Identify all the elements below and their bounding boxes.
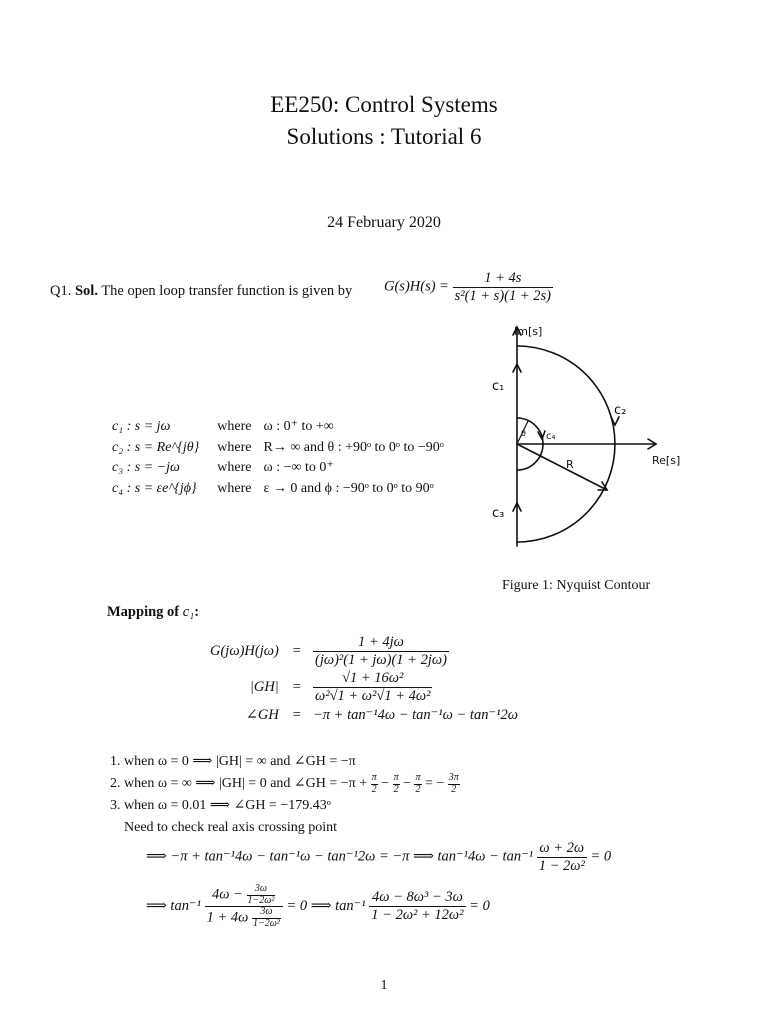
eq1-fraction xyxy=(313,634,449,668)
nested-den-text: 1 + 4ω xyxy=(206,909,249,926)
eq2-numerator: √1 + 16ω² xyxy=(342,670,404,687)
contour-name: c₁ : s = jω xyxy=(112,419,171,434)
tf-denominator: s²(1 + s)(1 + 2s) xyxy=(454,287,551,304)
nested-denominator xyxy=(205,906,283,929)
pi-over-2-fraction xyxy=(371,773,378,795)
contour-row xyxy=(112,438,452,459)
tf-lhs: G(s)H(s) = xyxy=(384,278,449,295)
nested-num-text: 4ω − xyxy=(212,886,243,903)
derivation-line-2-fraction xyxy=(369,889,465,923)
r-label: R xyxy=(566,458,574,471)
q1-transfer-function xyxy=(384,270,553,304)
contour-name: c₂ : s = Re^{jθ} xyxy=(112,439,200,455)
step-2-text: when ω = ∞ ⟹ |GH| = 0 and ∠GH = −π + xyxy=(124,776,368,792)
eq1-numerator: 1 + 4jω xyxy=(358,634,404,650)
eq2-fraction xyxy=(313,670,433,704)
frac-num: 3ω xyxy=(254,883,267,894)
contour-definitions xyxy=(112,417,452,499)
derivation-line-1-text: ⟹ −π + tan⁻¹4ω − tan⁻¹ω − tan⁻¹2ω = −π ⟹ tan⁻¹4ω − tan⁻¹ xyxy=(146,848,534,865)
mapping-equations xyxy=(210,633,518,725)
eq1-denominator: (jω)²(1 + jω)(1 + 2jω) xyxy=(314,651,447,668)
step-item xyxy=(124,795,460,839)
step-item xyxy=(124,751,460,773)
contour-row xyxy=(112,479,452,500)
derivation-line-2-mid: = 0 ⟹ tan⁻¹ xyxy=(286,898,366,914)
frac-num: 3ω xyxy=(260,906,273,917)
frac-den: 1−2ω² xyxy=(247,894,275,906)
eq2-denominator: ω²√1 + ω²√1 + 4ω² xyxy=(314,688,431,705)
step-3-text: when ω = 0.01 ⟹ ∠GH = −179.43ᵒ xyxy=(124,798,331,814)
where-label: where xyxy=(217,439,252,455)
contour-row xyxy=(112,458,452,479)
contour-condition: ω : −∞ to 0⁺ xyxy=(263,460,334,475)
q1-statement xyxy=(50,283,352,300)
c3-label: c₃ xyxy=(492,506,505,521)
equation-row xyxy=(210,669,518,705)
contour-condition: R→ ∞ and θ : +90ᵒ to 0ᵒ to −90ᵒ xyxy=(263,439,444,455)
contour-name: c₄ : s = εe^{jϕ} xyxy=(112,480,197,496)
frac-den: 2 xyxy=(415,783,421,795)
derivation-line-2-start: ⟹ tan⁻¹ xyxy=(146,898,201,914)
figure-caption: Figure 1: Nyquist Contour xyxy=(502,578,651,593)
nested-fraction xyxy=(205,884,283,929)
where-label: where xyxy=(217,460,252,475)
q1-number: Q1. xyxy=(50,283,72,299)
frac-den: 2 xyxy=(393,783,399,795)
document-title-line1: EE250: Control Systems xyxy=(270,92,498,117)
nyquist-contour-figure xyxy=(470,318,700,568)
frac-den: 2 xyxy=(371,783,377,795)
tf-fraction xyxy=(453,270,553,304)
c1-label: c₁ xyxy=(492,379,505,394)
eq1-op: = xyxy=(292,642,301,659)
frac-den: 2 xyxy=(448,784,460,796)
frac-num: π xyxy=(393,772,399,783)
contour-row xyxy=(112,417,452,438)
pi-over-2-fraction xyxy=(393,773,400,795)
step-item: 2. when ω = ∞ ⟹ |GH| = 0 and ∠GH = −π + $\frac{\pi}{2}$ − $\frac{\pi}{2}$ − $\frac{\pi}{2}$ = − $\frac{3\pi}{2}$ xyxy=(124,773,460,795)
contour-condition: ε → 0 and ϕ : −90ᵒ to 0ᵒ to 90ᵒ xyxy=(263,480,434,496)
frac-den: 1−2ω² xyxy=(252,917,280,929)
document-title-line2: Solutions : Tutorial 6 xyxy=(286,124,482,149)
analysis-steps xyxy=(104,751,460,839)
c4-label: c₄ xyxy=(546,431,556,442)
frac-num: π xyxy=(415,772,421,783)
re-axis-label: Re[s] xyxy=(652,454,681,467)
derivation-line-1 xyxy=(146,840,611,874)
derivation-line-2-end: = 0 xyxy=(469,898,490,914)
equation-row xyxy=(210,706,518,725)
derivation-line-2 xyxy=(146,884,490,929)
page-number: 1 xyxy=(380,978,388,993)
q1-intro-text: The open loop transfer function is given by xyxy=(101,283,353,299)
eq2-op: = xyxy=(292,679,301,696)
frac-num: ω + 2ω xyxy=(539,840,585,856)
mapping-heading-colon: : xyxy=(194,604,200,620)
eq1-lhs: G(jω)H(jω) xyxy=(210,642,279,659)
where-label: where xyxy=(217,480,252,496)
step-3-note: Need to check real axis crossing point xyxy=(124,820,338,836)
frac-den: 1 − 2ω² + 12ω² xyxy=(371,907,464,923)
eq2-lhs: |GH| xyxy=(249,679,279,696)
inner-fraction xyxy=(252,907,281,929)
nested-numerator xyxy=(205,884,283,906)
derivation-line-1-end: = 0 xyxy=(590,848,612,865)
contour-name: c₃ : s = −jω xyxy=(112,460,180,475)
equation-row xyxy=(210,633,518,669)
three-pi-over-2-fraction xyxy=(448,773,460,795)
step-1-text: when ω = 0 ⟹ |GH| = ∞ and ∠GH = −π xyxy=(124,754,356,769)
c2-label: c₂ xyxy=(614,403,627,418)
frac-num: 4ω − 8ω³ − 3ω xyxy=(371,889,463,906)
mapping-heading xyxy=(107,604,199,621)
frac-num: π xyxy=(371,772,377,783)
mapping-heading-text: Mapping of xyxy=(107,604,180,620)
where-label: where xyxy=(217,419,252,434)
eq3-rhs: −π + tan⁻¹4ω − tan⁻¹ω − tan⁻¹2ω xyxy=(312,706,518,723)
theta-label: θ xyxy=(521,429,526,438)
frac-num: 3π xyxy=(448,772,459,783)
q1-sol-label: Sol. xyxy=(74,283,98,299)
eq3-op: = xyxy=(292,706,301,723)
pi-over-2-fraction xyxy=(414,773,421,795)
contour-condition: ω : 0⁺ to +∞ xyxy=(263,419,334,434)
document-date: 24 February 2020 xyxy=(327,214,441,231)
tf-numerator: 1 + 4s xyxy=(484,270,522,286)
inner-fraction xyxy=(247,884,276,906)
eq3-lhs: ∠GH xyxy=(245,706,279,723)
mapping-heading-math: c₁ xyxy=(182,604,195,620)
frac-den: 1 − 2ω² xyxy=(538,857,585,874)
im-axis-label: Im[s] xyxy=(514,325,543,338)
derivation-line-1-fraction xyxy=(537,840,587,874)
